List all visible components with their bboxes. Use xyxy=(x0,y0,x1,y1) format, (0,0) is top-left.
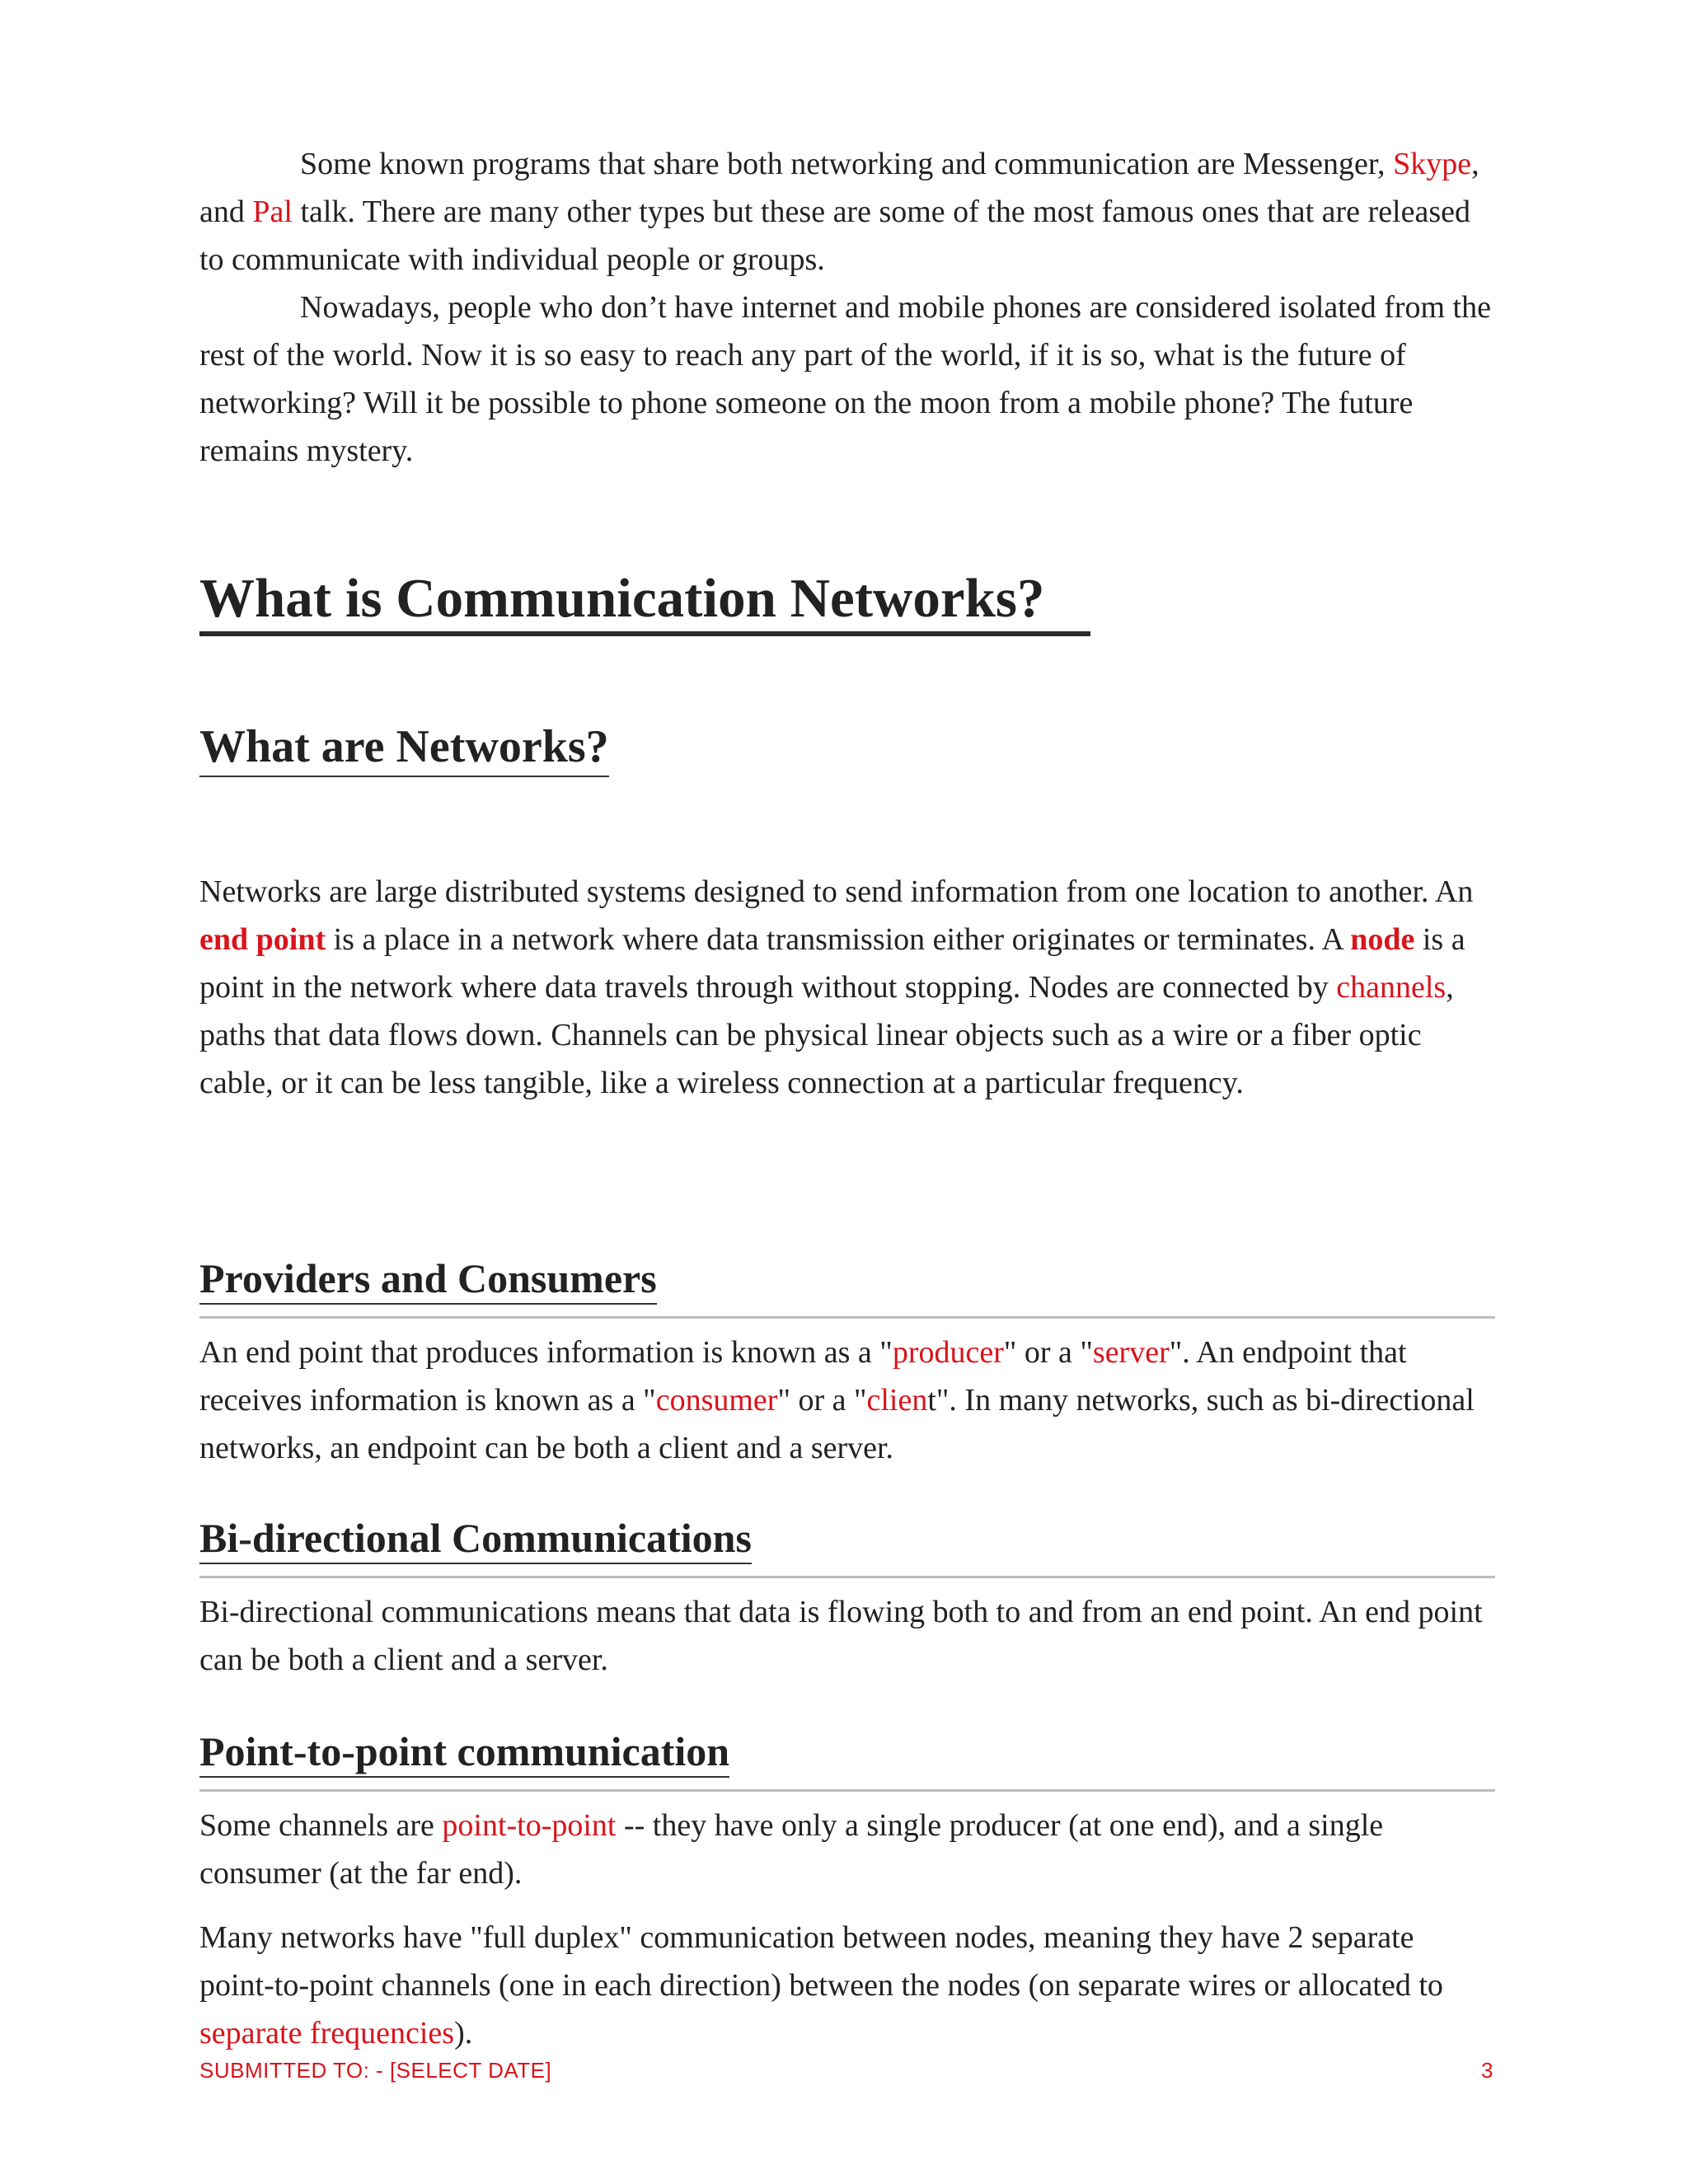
client-term-rest: t xyxy=(927,1383,936,1418)
separate-frequencies-term: separate frequencies xyxy=(199,2016,455,2051)
end-point-term: end point xyxy=(199,922,326,958)
p2p-text: Many networks have "full duplex" communication between nodes, meaning they have 2 separate point-to-point channels (one in each direction) between the nodes (on separate wires or allocated to xyxy=(199,1920,1443,2004)
bidirectional-section xyxy=(199,1513,1495,1684)
node-term: node xyxy=(1350,922,1415,958)
page-number: 3 xyxy=(1481,2058,1493,2083)
providers-text: ". In many networks, such as bi-directional networks, an endpoint can be both a client and a server. xyxy=(199,1383,1475,1466)
main-heading: What is Communication Networks? xyxy=(199,565,1090,636)
footer-submitted-to: SUBMITTED TO: - [SELECT DATE] xyxy=(199,2058,552,2083)
providers-text: " or a " xyxy=(1003,1335,1093,1371)
networks-text: , paths that data flows down. Channels can be physical linear objects such as a wire or a fiber optic cable, or it can be less tangible, like a wireless connection at a particular frequency. xyxy=(199,970,1454,1101)
server-term: server xyxy=(1092,1335,1170,1371)
p2p-heading-rule xyxy=(199,1727,1495,1792)
intro-text: Some known programs that share both networking and communication are Messenger, xyxy=(300,147,1394,181)
networks-text: is a point in the network where data travels through without stopping. Nodes are connected by xyxy=(199,922,1465,1005)
intro-paragraph-1 xyxy=(199,140,1495,284)
providers-heading-rule xyxy=(199,1254,1495,1319)
p2p-paragraph-2 xyxy=(199,1914,1495,2057)
networks-heading: What are Networks? xyxy=(199,718,609,777)
skype-term: Skype xyxy=(1393,147,1472,181)
producer-term: producer xyxy=(892,1335,1004,1371)
bidirectional-heading-rule xyxy=(199,1513,1495,1578)
providers-text: ". An endpoint that receives information is known as a " xyxy=(199,1335,1407,1418)
providers-heading: Providers and Consumers xyxy=(199,1254,657,1305)
providers-text: An end point that produces information is known as a " xyxy=(199,1335,893,1371)
p2p-text: -- they have only a single producer (at one end), and a single consumer (at the far end). xyxy=(199,1808,1384,1891)
providers-section xyxy=(199,1254,1495,1472)
networks-text: is a place in a network where data transmission either originates or terminates. A xyxy=(326,922,1351,958)
providers-paragraph xyxy=(199,1329,1495,1472)
networks-paragraph xyxy=(199,868,1495,1107)
intro-text: talk. There are many other types but these are some of the most famous ones that are released to communicate with individual people or groups. xyxy=(199,194,1471,277)
bidirectional-heading: Bi-directional Communications xyxy=(199,1513,752,1564)
p2p-section xyxy=(199,1727,1495,2057)
client-term: clien xyxy=(866,1383,928,1418)
bidirectional-paragraph: Bi-directional communications means that data is flowing both to and from an end point. An end point can be both a client and a server. xyxy=(199,1595,1483,1678)
intro-section xyxy=(199,140,1495,475)
main-heading-wrap xyxy=(199,475,1495,673)
channels-term: channels xyxy=(1336,970,1447,1005)
p2p-heading: Point-to-point communication xyxy=(199,1727,729,1778)
providers-text: " or a " xyxy=(777,1383,867,1418)
intro-paragraph-2: Nowadays, people who don’t have internet and mobile phones are considered isolated from the rest of the world. Now it is so easy to reach any part of the world, if it is so, what is the future of networking? Will it be possible to phone someone on the moon from a mobile phone? The future remains mystery. xyxy=(199,290,1491,468)
networks-text: Networks are large distributed systems designed to send information from one location to another. An xyxy=(199,874,1474,910)
p2p-paragraph-1 xyxy=(199,1802,1495,1897)
point-to-point-term: point-to-point xyxy=(442,1808,617,1844)
p2p-text: ). xyxy=(454,2016,473,2051)
document-page xyxy=(199,140,1495,2057)
pal-term: Pal xyxy=(252,194,293,229)
p2p-text: Some channels are xyxy=(199,1808,443,1844)
networks-heading-wrap xyxy=(199,673,1495,815)
intro-text: , and xyxy=(199,147,1479,229)
consumer-term: consumer xyxy=(655,1383,778,1418)
